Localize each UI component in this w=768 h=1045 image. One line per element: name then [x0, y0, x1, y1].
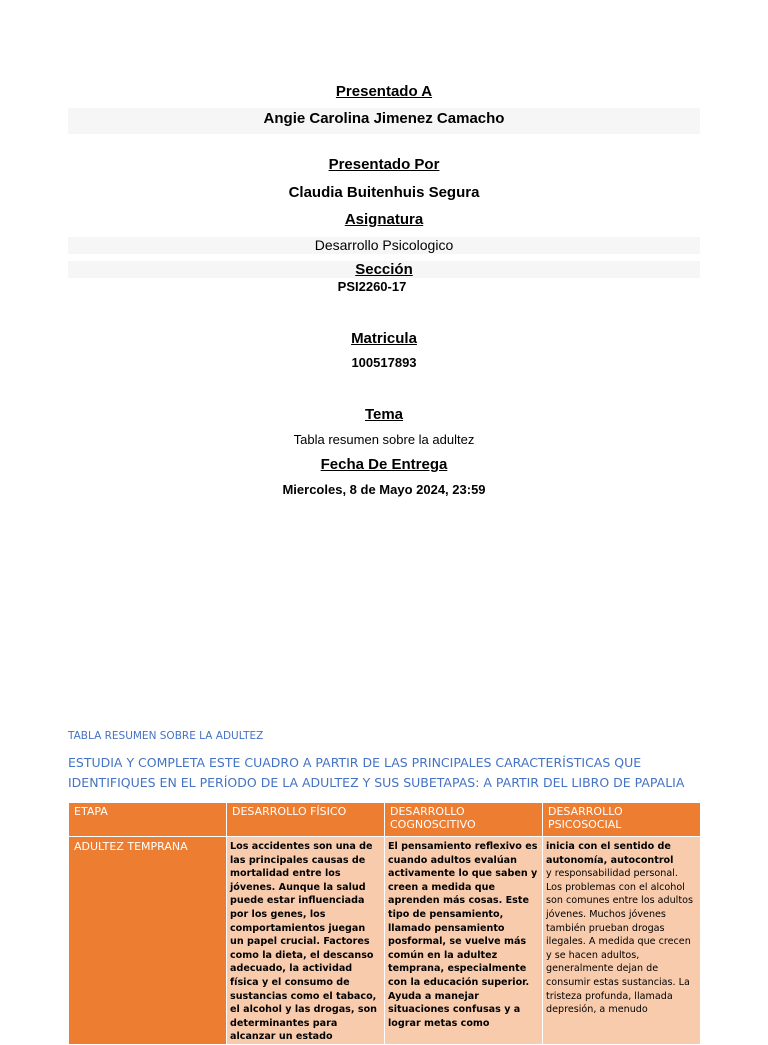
cognitive-cell: El pensamiento reflexivo es cuando adultos evalúan activamente lo que saben y creen a medida que aprenden más cosas. Este tipo de pensamiento, llamado pensamiento posformal, se vuelve más común en la adultez temprana, especialmente con la educación superior. Ayuda a manejar situaciones confusas y a lograr metas como	[385, 837, 543, 1045]
stage-cell: ADULTEZ TEMPRANA	[69, 837, 227, 1045]
topic-value: Tabla resumen sobre la adultez	[293, 432, 475, 447]
instruction-line-1: ESTUDIA Y COMPLETA ESTE CUADRO A PARTIR DE LAS PRINCIPALES CARACTERÍSTICAS QUE	[68, 755, 642, 770]
subject-value: Desarrollo Psicologico	[314, 237, 454, 253]
presented-by-name: Claudia Buitenhuis Segura	[288, 184, 480, 201]
psychosocial-cell	[543, 837, 701, 1045]
enrollment-value: 100517893	[351, 355, 417, 370]
due-date-heading: Fecha De Entrega	[320, 456, 448, 473]
topic-heading: Tema	[364, 406, 404, 423]
physical-cell: Los accidentes son una de las principales causas de mortalidad entre los jóvenes. Aunque la salud puede estar influenciada por los genes, los comportamientos juegan un papel crucial. Factores como la dieta, el descanso adecuado, la actividad física y el consumo de sustancias como el tabaco, el alcohol y las drogas, son determinantes para alcanzar un estado	[227, 837, 385, 1045]
table-small-title: TABLA RESUMEN SOBRE LA ADULTEZ	[68, 730, 264, 742]
subject-heading: Asignatura	[344, 211, 424, 228]
table-row	[69, 837, 701, 1045]
summary-table	[68, 802, 701, 1045]
header-psychosocial: DESARROLLO PSICOSOCIAL	[543, 803, 701, 837]
presented-to-heading: Presentado A	[335, 83, 433, 100]
header-stage: ETAPA	[69, 803, 227, 837]
psychosocial-text: y responsabilidad personal. Los problemas con el alcohol son comunes entre los adultos jóvenes. Muchos jóvenes también prueban drogas ilegales. A medida que crecen y se hacen adultos, generalmente dejan de consumir estas sustancias. La tristeza profunda, llamada depresión, a menudo	[546, 868, 693, 1016]
enrollment-heading: Matricula	[351, 330, 417, 347]
header-physical: DESARROLLO FÍSICO	[227, 803, 385, 837]
header-cognitive: DESARROLLO COGNOSCITIVO	[385, 803, 543, 837]
section-heading: Sección	[355, 261, 413, 278]
presented-by-heading: Presentado Por	[328, 156, 440, 173]
instruction-line-2: IDENTIFIQUES EN EL PERÍODO DE LA ADULTEZ Y SUS SUBETAPAS: A PARTIR DEL LIBRO DE PAPALIA	[68, 775, 685, 790]
due-date-value: Miercoles, 8 de Mayo 2024, 23:59	[282, 482, 486, 497]
presented-to-name: Angie Carolina Jimenez Camacho	[263, 110, 505, 127]
table-header-row	[69, 803, 701, 837]
psychosocial-bold-text: inicia con el sentido de autonomía, autocontrol	[546, 841, 674, 866]
section-value: PSI2260-17	[337, 279, 407, 294]
